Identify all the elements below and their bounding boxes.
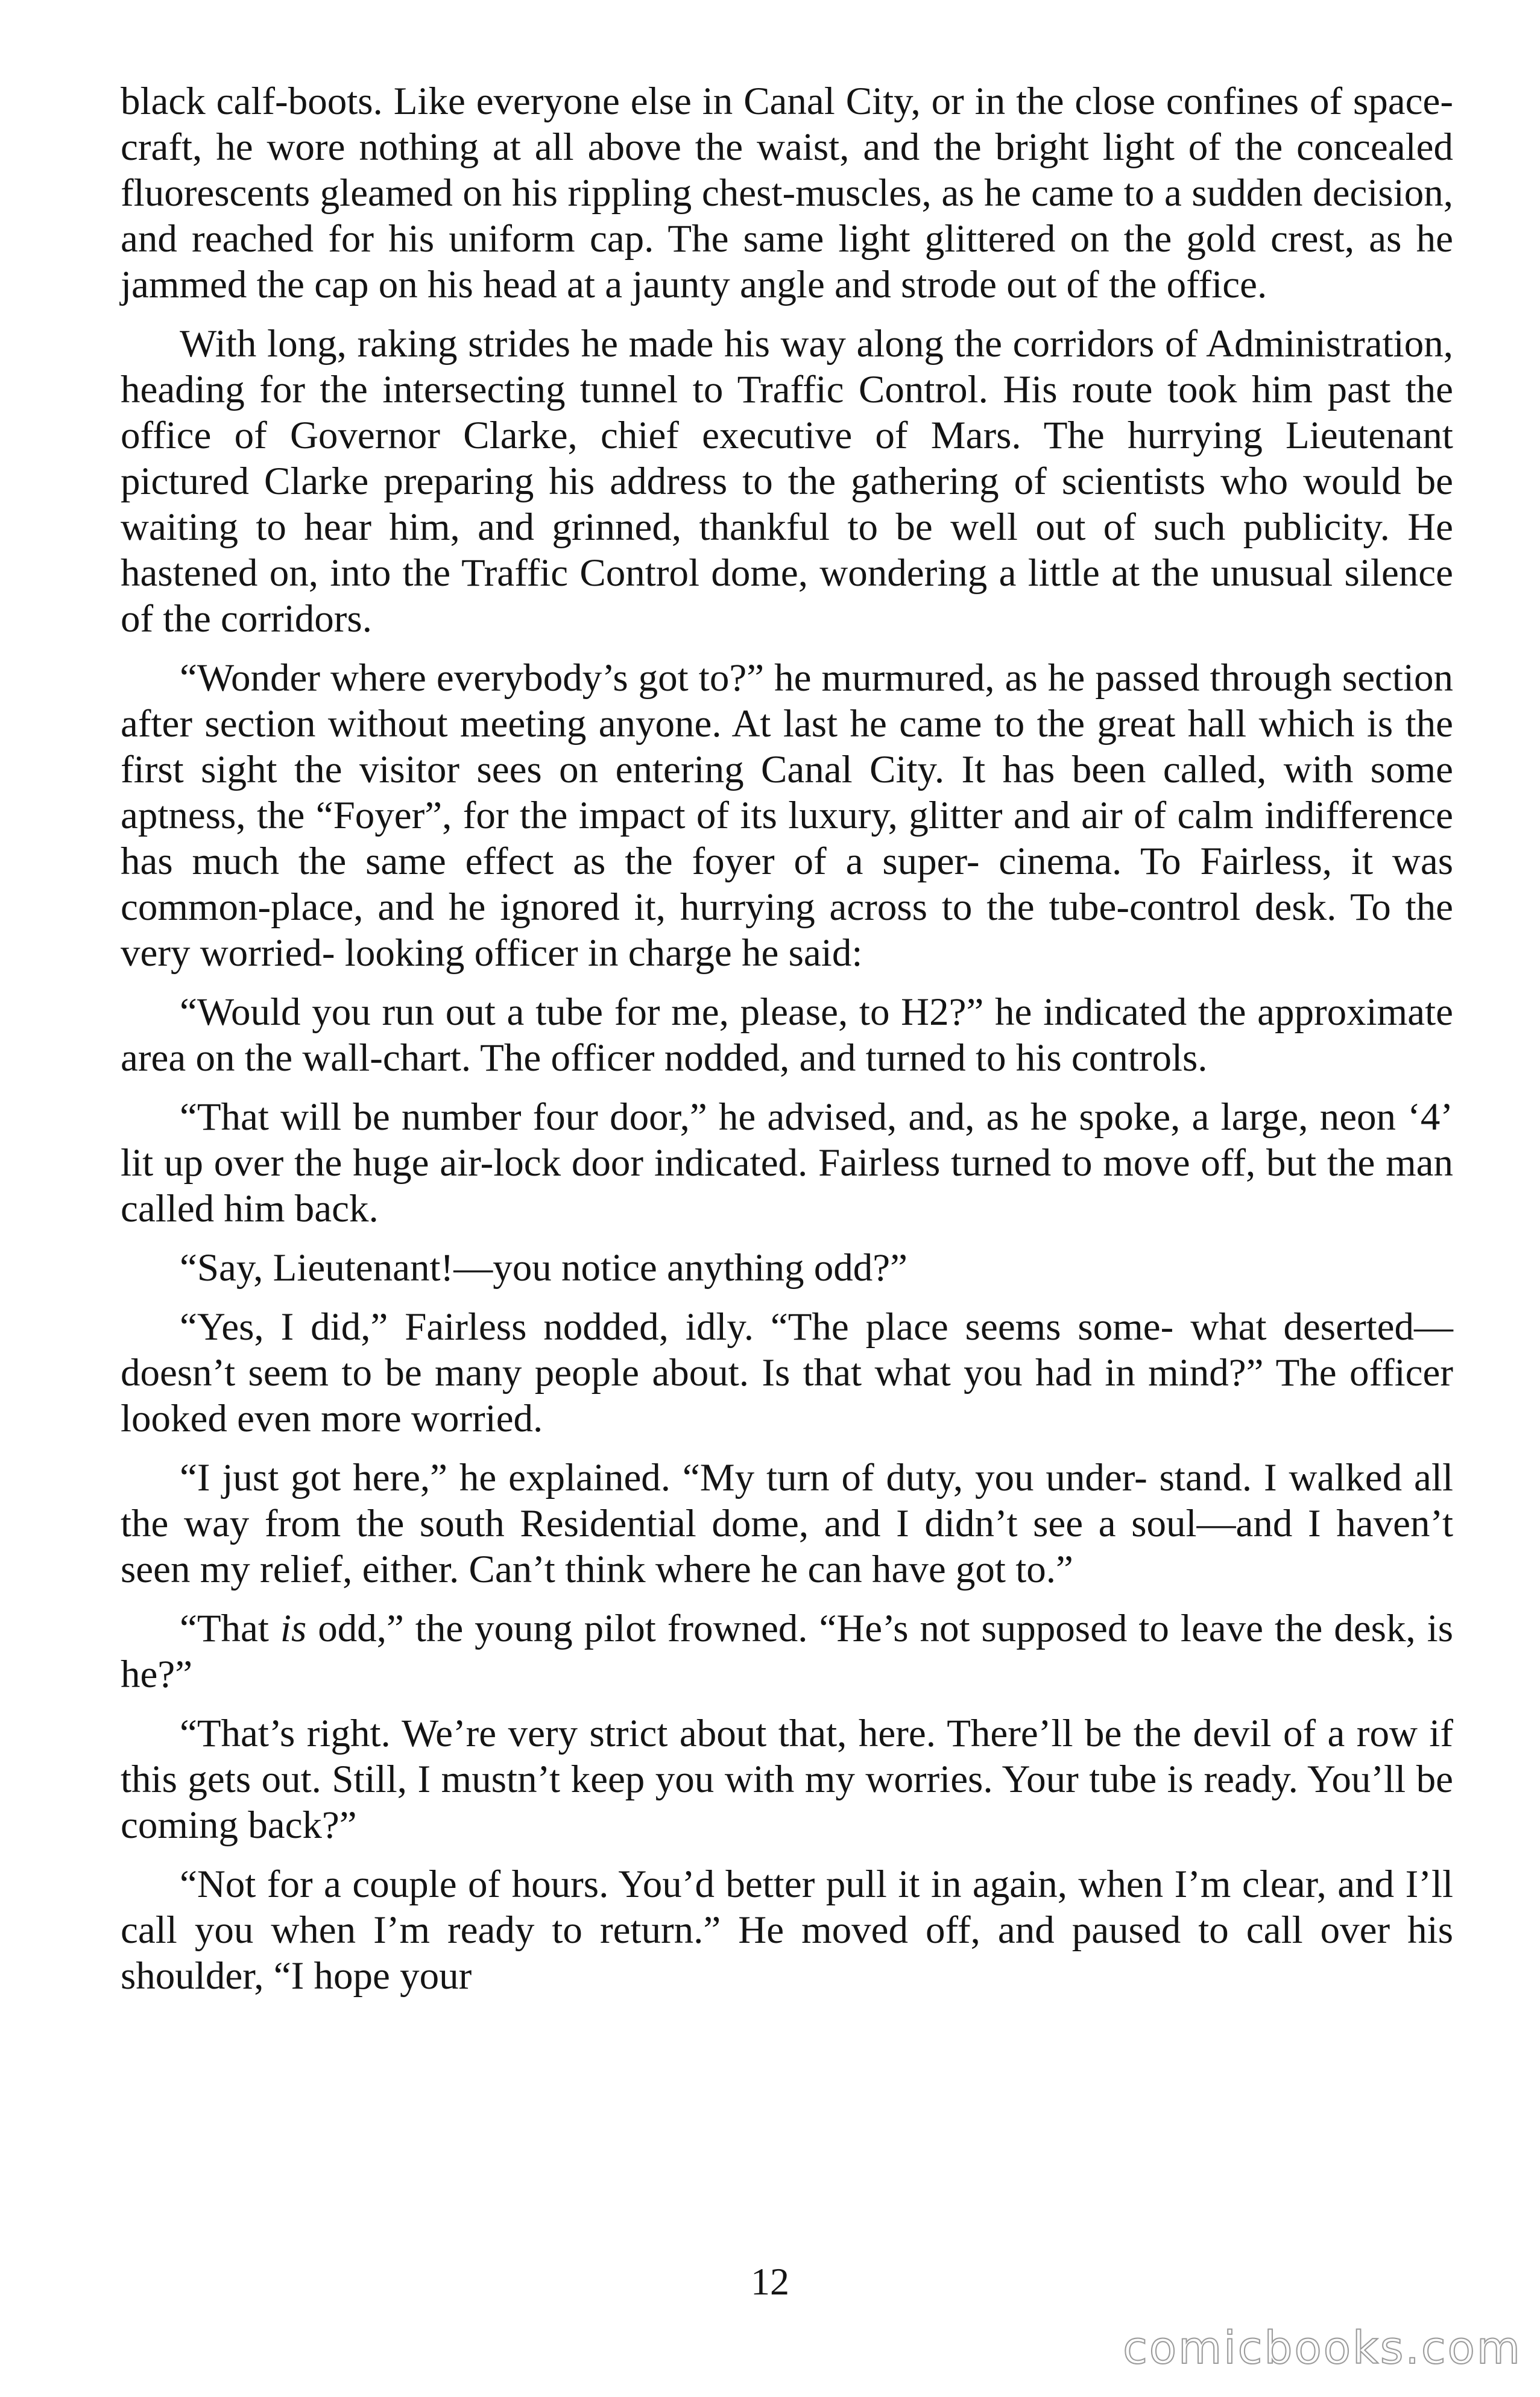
text-line: would be waiting to hear him, and grinned, thankful to be well — [121, 460, 1454, 549]
text-line: nodded, and turned to his controls. — [664, 1036, 1208, 1080]
text-line: dome, wondering a little at the unusual silence of the corridors. — [121, 551, 1454, 641]
text-line: out of such publicity. He hastened on, into the Traffic Control — [121, 505, 1454, 595]
text-line: with my worries. Your tube is ready. You’ll be coming back?” — [121, 1758, 1454, 1847]
paragraph — [121, 1245, 1453, 1291]
text-line: “That will be number four door,” he advised, and, as he — [180, 1095, 1068, 1139]
text-line: his rippling chest-muscles, as he came to a sudden decision, — [512, 171, 1454, 215]
text-line: “Say, Lieutenant!—you notice anything odd?” — [180, 1246, 907, 1290]
text-line: cinema. To Fairless, it was common-place, and he ignored it, — [121, 840, 1453, 929]
text-line: close confines of space-craft, he wore nothing at all above the waist, — [121, 80, 1453, 169]
text-line: With long, raking strides he made his way along the corridors — [180, 322, 1155, 366]
text-line: “That is odd,” the young pilot frowned. “He’s not supposed — [180, 1607, 1128, 1650]
paragraph — [121, 1094, 1453, 1232]
text-line: indifference has much the same effect as the foyer of a super- — [121, 794, 1454, 883]
text-line: when I’m clear, and I’ll call you when I’m ready to return.” — [121, 1863, 1453, 1952]
text-line: “Not for a couple of hours. You’d better pull it in again, — [180, 1863, 1067, 1906]
paragraph — [121, 1455, 1453, 1592]
text-line: and reached for his uniform cap. The same light glittered on — [121, 217, 1109, 261]
paragraph — [121, 78, 1453, 308]
paragraph — [121, 1304, 1453, 1442]
text-line: passed through section after section without meeting anyone. — [121, 656, 1454, 746]
text-line: “Would you run out a tube for me, please, to H2?” he — [180, 990, 1032, 1034]
text-line: “Yes, I did,” Fairless nodded, idly. “The place seems some- — [180, 1305, 1174, 1349]
text-line: black calf-boots. Like everyone else in Canal City, or in the — [121, 80, 1064, 123]
text-line: sees on entering Canal City. It has been called, with some aptness, — [121, 748, 1453, 837]
text-line: to leave the desk, is he?” — [121, 1607, 1454, 1696]
text-line: “That’s right. We’re very strict about that, here. There’ll — [180, 1712, 1073, 1755]
paragraph — [121, 321, 1453, 642]
paragraph — [121, 655, 1453, 976]
text-body — [121, 78, 1453, 2012]
page-number: 12 — [751, 2260, 789, 2303]
paragraph — [121, 1861, 1453, 1999]
text-line: stand. I walked all the way from the south Residential dome, and — [121, 1456, 1453, 1545]
text-line: indicated the approximate area on the wall-chart. The officer — [121, 990, 1453, 1080]
text-line: Fairless turned to move off, but the man called him back. — [121, 1141, 1453, 1230]
paragraph — [121, 989, 1453, 1081]
text-line: hurrying across to the tube-control desk. To the very worried- — [121, 885, 1453, 975]
paragraph — [121, 1606, 1453, 1697]
paragraph — [121, 1711, 1453, 1848]
text-line: Clarke preparing his address to the gathering of scientists who — [264, 460, 1289, 503]
text-line: the gold crest, as he jammed the cap on his head at a jaunty — [121, 217, 1453, 306]
text-line: spoke, a large, neon ‘4’ lit up over the huge air-lock door indicated. — [121, 1095, 1454, 1185]
text-line: chief executive of Mars. The hurrying Lieutenant pictured — [121, 414, 1453, 503]
text-line: be the devil of a row if this gets out. Still, I mustn’t keep you — [121, 1712, 1454, 1801]
text-line: looking officer in charge he said: — [344, 931, 863, 975]
text-line: think where he can have got to.” — [565, 1548, 1073, 1591]
text-line: At last he came to the great hall which is the first sight the visitor — [121, 702, 1453, 791]
text-line: of Administration, heading for the intersecting tunnel to Traffic — [121, 322, 1453, 411]
text-line: angle and strode out of the office. — [740, 263, 1267, 306]
text-line: He moved off, and paused to call over his shoulder, “I hope your — [121, 1908, 1454, 1998]
text-line: and the bright light of the concealed fluorescents gleamed on — [121, 125, 1453, 215]
text-line: Control. His route took him past the office of Governor Clarke, — [121, 368, 1454, 457]
text-line: “I just got here,” he explained. “My turn of duty, you under- — [180, 1456, 1147, 1499]
text-line: I didn’t see a soul—and I haven’t seen my relief, either. Can’t — [121, 1502, 1454, 1591]
text-line: what deserted—doesn’t seem to be many people about. Is that — [121, 1305, 1454, 1395]
text-line: “Wonder where everybody’s got to?” he murmured, as he — [180, 656, 1085, 700]
watermark-logo: comicbooks.com — [1123, 2322, 1522, 2374]
text-line: the “Foyer”, for the impact of its luxury, glitter and air of calm — [256, 794, 1254, 837]
text-line: what you had in mind?” The officer looked even more worried. — [121, 1351, 1453, 1440]
